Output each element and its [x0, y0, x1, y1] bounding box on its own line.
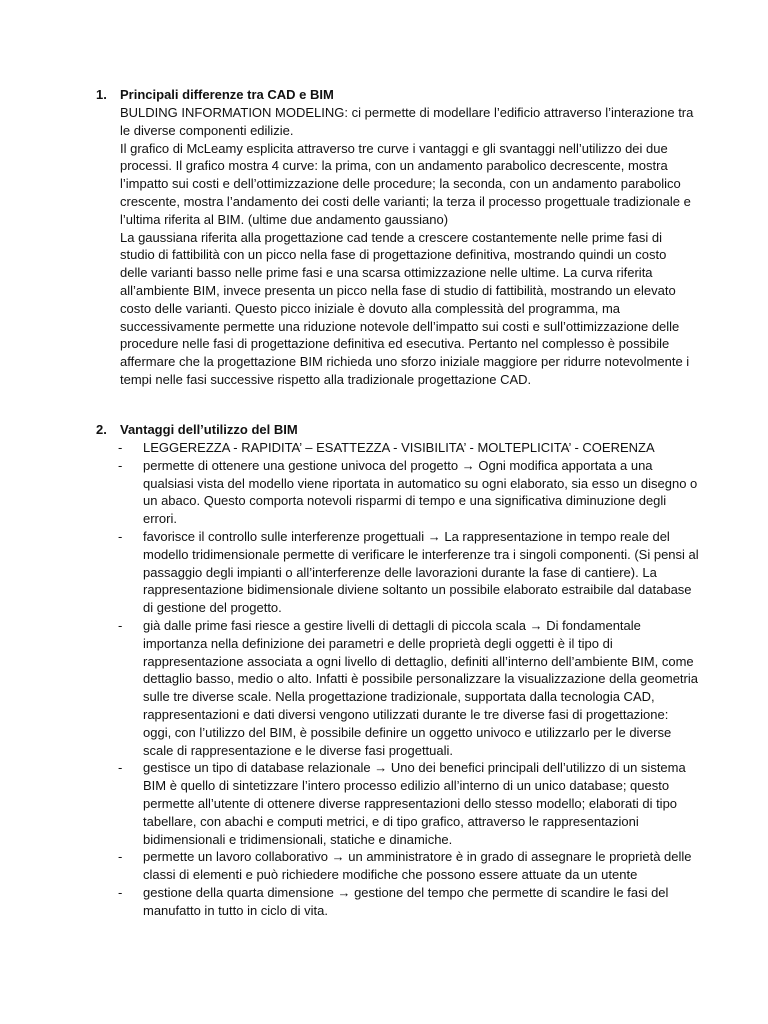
list-item-detail: gestione del tempo che permette di scandire le fasi del manufatto in tutto in ciclo di vita.: [143, 884, 669, 918]
list-item-text: [143, 457, 700, 528]
section-number: 1.: [96, 87, 107, 102]
right-arrow-icon: →: [427, 528, 441, 544]
paragraph: BULDING INFORMATION MODELING: ci permette di modellare l’edificio attraverso l’interazione tra le diverse componenti edilizie.: [120, 105, 694, 138]
section-cad-vs-bim: [0, 86, 768, 389]
list-item-lead: gestisce un tipo di database relazionale: [143, 760, 371, 776]
list-item: [0, 439, 768, 457]
list-item-detail: La rappresentazione in tempo reale del modello tridimensionale permette di verificare le interferenze tra i singoli componenti. (Si pensi al passaggio degli impianti o all’interferenze delle lavorazioni durante la fase di cantiere). La rappresentazione bidimensionale diviene soltanto un possibile elaborato estraibile dal database di gestione del progetto.: [143, 528, 699, 616]
list-item-detail: Uno dei benefici principali dell’utilizzo di un sistema BIM è quello di sintetizzare l’intero processo edilizio all’interno di un unico database; questo permette all’utente di ottenere diverse rappresentazioni dello stesso modello; elaborati di tipo tabellare, con abachi e computi metrici, e di tipo grafico, attraverso le rappresentazioni bidimensionali e tridimensionali, statiche e dinamiche.: [143, 760, 686, 847]
list-item-detail: Ogni modifica apportata a una qualsiasi vista del modello viene riportata in automatico su ogni elaborato, sia esso un disegno o un abaco. Questo comporta notevoli risparmi di tempo e una significativa diminuzione degli errori.: [143, 457, 698, 527]
list-item-text: [143, 848, 700, 884]
dash-bullet: -: [118, 617, 123, 633]
list-item: [0, 617, 768, 759]
section-number: 2.: [96, 422, 107, 437]
list-item-lead: già dalle prime fasi riesce a gestire livelli di dettagli di piccola scala: [143, 617, 526, 633]
list-item-detail: un amministratore è in grado di assegnare le proprietà delle classi di elementi e può richiedere modifiche che possono essere attuate da un utente: [143, 849, 692, 883]
right-arrow-icon: →: [461, 457, 475, 473]
section-bim-advantages: [0, 421, 768, 920]
dash-bullet: -: [118, 760, 123, 776]
list-item-lead: gestione della quarta dimensione: [143, 884, 334, 900]
dash-bullet: -: [118, 849, 123, 865]
dash-bullet: -: [118, 528, 123, 544]
list-item-lead: permette di ottenere una gestione univoca del progetto: [143, 457, 459, 473]
section-heading: [0, 86, 768, 104]
dash-bullet: -: [118, 440, 123, 455]
list-item-lead: permette un lavoro collaborativo: [143, 849, 328, 865]
dash-bullet: -: [118, 457, 123, 473]
list-item: [0, 759, 768, 848]
list-item-text: [143, 617, 700, 759]
list-item-lead: favorisce il controllo sulle interferenze progettuali: [143, 528, 425, 544]
right-arrow-icon: →: [331, 849, 345, 865]
list-item-text: [143, 884, 700, 920]
section-title: Principali differenze tra CAD e BIM: [120, 87, 334, 102]
list-item: [0, 528, 768, 617]
right-arrow-icon: →: [374, 760, 388, 776]
paragraph: Il grafico di McLeamy esplicita attraverso tre curve i vantaggi e gli svantaggi nell’utilizzo dei due processi. Il grafico mostra 4 curve: la prima, con un andamento parabolico decrescente, mostra l’impatto sui costi e dell’ottimizzazione delle procedure; la seconda, con un andamento parabolico crescente, mostra l’andamento dei costi delle varianti; la terza il processo progettuale tradizionale e l’ultima riferita al BIM. (ultime due andamento gaussiano): [120, 140, 691, 227]
right-arrow-icon: →: [529, 617, 543, 633]
list-item: [0, 457, 768, 528]
list-item-text: [143, 759, 700, 848]
section-heading: [0, 421, 768, 439]
list-item-text: [143, 439, 700, 457]
right-arrow-icon: →: [337, 884, 351, 900]
list-item: [0, 848, 768, 884]
list-item-text: [143, 528, 700, 617]
list-item-detail: Di fondamentale importanza nella definizione dei parametri e delle proprietà degli oggetti è il tipo di rappresentazione associata a ogni livello di dettaglio, definiti all’interno dell’ambiente BIM, come dettaglio basso, medio o alto. Infatti è possibile personalizzare la visualizzazione della geometria sulle tre diverse scale. Nella progettazione tradizionale, supportata dalla tecnologia CAD, rappresentazioni e dati diversi vengono utilizzati durante le tre diverse fasi di progettazione: oggi, con l’utilizzo del BIM, è possibile definire un oggetto univoco e utilizzarlo per le diverse scale di rappresentazione e le diverse fasi progettuali.: [143, 617, 698, 758]
paragraph: La gaussiana riferita alla progettazione cad tende a crescere costantemente nelle prime fasi di studio di fattibilità con un picco nella fase di progettazione definitiva, mostrando quindi un costo delle varianti basso nelle prime fasi e una scarsa ottimizzazione nelle ultime. La curva riferita all’ambiente BIM, invece presenta un picco nella fase di studio di fattibilità, mostrando un elevato costo delle varianti. Questo picco iniziale è dovuto alla complessità del programma, ma successivamente permette una riduzione notevole dell’impatto sui costi e sull’ottimizzazione delle procedure nelle fasi di progettazione definitiva ed esecutiva. Pertanto nel complesso è possibile affermare che la progettazione BIM richieda uno sforzo iniziale maggiore per ridurre notevolmente i tempi nelle fasi successive rispetto alla tradizionale progettazione CAD.: [120, 229, 690, 387]
section-title: Vantaggi dell’utilizzo del BIM: [120, 422, 298, 437]
list-item: [0, 884, 768, 920]
advantages-list: [0, 439, 768, 920]
dash-bullet: -: [118, 884, 123, 900]
list-item-lead: LEGGEREZZA - RAPIDITA’ – ESATTEZZA - VISIBILITA’ - MOLTEPLICITA’ - COERENZA: [143, 440, 655, 455]
